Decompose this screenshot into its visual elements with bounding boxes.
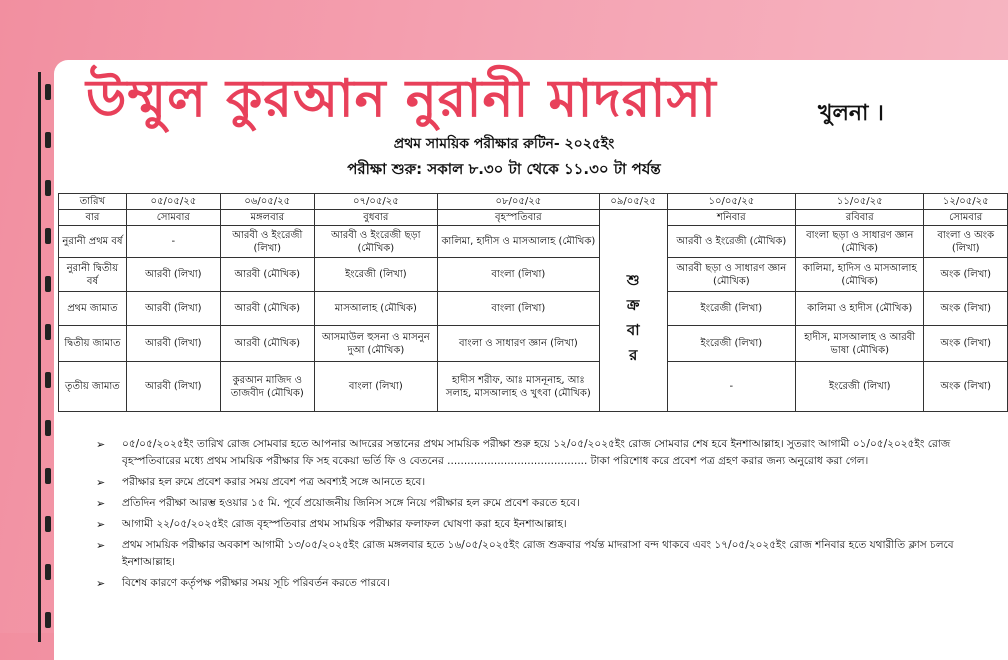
- subject-cell: আরবী ও ইংরেজী (লিখা): [220, 226, 314, 258]
- friday-letter: শু: [626, 270, 640, 289]
- table-row: [59, 226, 1008, 258]
- table-row: [59, 362, 1008, 412]
- note-text: আগামী ২২/০৫/২০২৫ইং রোজ বৃহস্পতিবার প্রথম সাময়িক পরীক্ষার ফলাফল ঘোষণা করা হবে ইনশাআল্লাহ।: [122, 518, 567, 530]
- subject-cell: অংক (লিখা): [924, 362, 1008, 412]
- subject-cell: অংক (লিখা): [924, 258, 1008, 292]
- table-row: [59, 292, 1008, 326]
- subject-cell: আরবী (লিখা): [126, 362, 220, 412]
- day-row: [59, 210, 1008, 226]
- list-item: [96, 516, 976, 533]
- class-cell: নুরানী প্রথম বর্ষ: [59, 226, 127, 258]
- friday-letter: বা: [626, 320, 640, 339]
- list-item: [96, 575, 976, 592]
- subject-cell: আরবী ছড়া ও সাধারণ জ্ঞান (মৌখিক): [667, 258, 795, 292]
- arrow-bullet-icon: ➢: [96, 518, 106, 531]
- subject-cell: অংক (লিখা): [924, 326, 1008, 362]
- routine-subtitle: প্রথম সাময়িক পরীক্ষার রুটিন- ২০২৫ইং: [393, 136, 615, 152]
- class-cell: দ্বিতীয় জামাত: [59, 326, 127, 362]
- list-item: [96, 436, 976, 470]
- date-cell: ১০/০৫/২৫: [667, 194, 795, 210]
- subject-cell: ইংরেজী (লিখা): [667, 292, 795, 326]
- subject-cell: বাংলা ছড়া ও সাধারণ জ্ঞান (মৌখিক): [796, 226, 924, 258]
- date-cell: ১২/০৫/২৫: [924, 194, 1008, 210]
- subject-cell: আরবী (মৌখিক): [220, 258, 314, 292]
- day-cell: সোমবার: [924, 210, 1008, 226]
- class-cell: তৃতীয় জামাত: [59, 362, 127, 412]
- arrow-bullet-icon: ➢: [96, 476, 106, 489]
- subject-cell: আসমাউল হুসনা ও মাসনুন দুআ (মৌখিক): [314, 326, 437, 362]
- subject-cell: বাংলা ও সাধারণ জ্ঞান (লিখা): [437, 326, 599, 362]
- day-cell: মঙ্গলবার: [220, 210, 314, 226]
- friday-cell: [599, 210, 667, 412]
- subject-cell: আরবী (লিখা): [126, 292, 220, 326]
- subject-cell: বাংলা ও অংক (লিখা): [924, 226, 1008, 258]
- date-cell: ০৮/০৫/২৫: [437, 194, 599, 210]
- subject-cell: আরবী ও ইংরেজী (মৌখিক): [667, 226, 795, 258]
- day-label: বার: [59, 210, 127, 226]
- date-row: [59, 194, 1008, 210]
- subject-cell: হাদীস, মাসআলাহ ও আরবী ভাষা (মৌখিক): [796, 326, 924, 362]
- arrow-bullet-icon: ➢: [96, 539, 106, 552]
- notes-list: [96, 436, 976, 596]
- note-text: প্রতিদিন পরীক্ষা আরম্ভ হওয়ার ১৫ মি. পূর্বে প্রয়োজনীয় জিনিস সঙ্গে নিয়ে পরীক্ষার হল রুমে প্রবেশ করতে হবে।: [122, 497, 580, 509]
- day-cell: বৃহস্পতিবার: [437, 210, 599, 226]
- subject-cell: বাংলা (লিখা): [437, 258, 599, 292]
- arrow-bullet-icon: ➢: [96, 438, 106, 451]
- subject-cell: -: [126, 226, 220, 258]
- note-text: প্রথম সাময়িক পরীক্ষার অবকাশ আগামী ১৩/০৫/২০২৫ইং রোজ মঙ্গলবার হতে ১৬/০৫/২০২৫ইং রোজ শুক্রবার পর্যন্ত মাদরাসা বন্দ থাকবে এবং ১৭/০৫/২০২৫ইং রোজ শনিবার হতে যথারীতি ক্লাস চলবে ইনশাআল্লাহ।: [122, 539, 954, 568]
- note-text: বিশেষ কারণে কর্তৃপক্ষ পরীক্ষার সময় সূচি পরিবর্তন করতে পারবে।: [122, 577, 391, 589]
- table-row: [59, 326, 1008, 362]
- class-cell: নুরানী দ্বিতীয় বর্ষ: [59, 258, 127, 292]
- note-text: ০৫/০৫/২০২৫ইং তারিখ রোজ সোমবার হতে আপনার আদরের সন্তানের প্রথম সাময়িক পরীক্ষা শুরু হয়ে ১২/০৫/২০২৫ইং রোজ সোমবার শেষ হবে ইনশাআল্লাহ। সুতরাং আগামী ০১/০৫/২০২৫ইং রোজ বৃহস্পতিবারের মধ্যে প্রথম সাময়িক পরীক্ষার ফি সহ বকেয়া ভর্তি ফি ও বেতনের .......................................... টাকা পরিশোধ করে প্রবেশ পত্র গ্রহণ করার জন্য অনুরোধ করা গেল।: [122, 438, 951, 467]
- class-cell: প্রথম জামাত: [59, 292, 127, 326]
- arrow-bullet-icon: ➢: [96, 577, 106, 590]
- subject-cell: ইংরেজী (লিখা): [796, 362, 924, 412]
- subject-cell: কালিমা, হাদিস ও মাসআলাহ (মৌখিক): [796, 258, 924, 292]
- day-cell: রবিবার: [796, 210, 924, 226]
- date-label: তারিখ: [59, 194, 127, 210]
- day-cell: সোমবার: [126, 210, 220, 226]
- date-cell: ০৬/০৫/২৫: [220, 194, 314, 210]
- day-cell: শনিবার: [667, 210, 795, 226]
- date-cell: ০৫/০৫/২৫: [126, 194, 220, 210]
- list-item: [96, 474, 976, 491]
- friday-letter: র: [629, 345, 638, 364]
- note-text: পরীক্ষার হল রুমে প্রবেশ করার সময় প্রবেশ পত্র অবশ্যই সঙ্গে আনতে হবে।: [122, 476, 426, 488]
- subject-cell: বাংলা (লিখা): [314, 362, 437, 412]
- subject-cell: বাংলা (লিখা): [437, 292, 599, 326]
- subject-cell: আরবী (মৌখিক): [220, 326, 314, 362]
- subject-cell: আরবী (লিখা): [126, 258, 220, 292]
- subject-cell: -: [667, 362, 795, 412]
- subject-cell: আরবী (মৌখিক): [220, 292, 314, 326]
- subject-cell: অংক (লিখা): [924, 292, 1008, 326]
- subject-cell: আরবী (লিখা): [126, 326, 220, 362]
- subject-cell: কালিমা, হাদীস ও মাসআলাহ (মৌখিক): [437, 226, 599, 258]
- subject-cell: আরবী ও ইংরেজী ছড়া (মৌখিক): [314, 226, 437, 258]
- list-item: [96, 495, 976, 512]
- subject-cell: মাসআলাহ (মৌখিক): [314, 292, 437, 326]
- date-cell: ০৯/০৫/২৫: [599, 194, 667, 210]
- subject-cell: হাদীস শরীফ, আঃ মাসনূনাহ, আঃ সলাহ, মাসআলাহ ও খুৎবা (মৌখিক): [437, 362, 599, 412]
- exam-time: পরীক্ষা শুরু: সকাল ৮.৩০ টা থেকে ১১.৩০ টা পর্যন্ত: [347, 160, 661, 178]
- list-item: [96, 537, 976, 571]
- subject-cell: ইংরেজী (লিখা): [314, 258, 437, 292]
- table-row: [59, 258, 1008, 292]
- date-cell: ১১/০৫/২৫: [796, 194, 924, 210]
- routine-table: [58, 193, 1008, 412]
- page-title: উম্মুল কুরআন নুরানী মাদরাসা: [86, 68, 717, 129]
- day-cell: বুধবার: [314, 210, 437, 226]
- arrow-bullet-icon: ➢: [96, 497, 106, 510]
- subject-cell: ইংরেজী (লিখা): [667, 326, 795, 362]
- subject-cell: কালিমা ও হাদীস (মৌখিক): [796, 292, 924, 326]
- date-cell: ০৭/০৫/২৫: [314, 194, 437, 210]
- city-name: খুলনা ।: [818, 100, 884, 126]
- subject-cell: কুরআন মাজিদ ও তাজবীদ (মৌখিক): [220, 362, 314, 412]
- friday-letter: ক্র: [626, 295, 640, 314]
